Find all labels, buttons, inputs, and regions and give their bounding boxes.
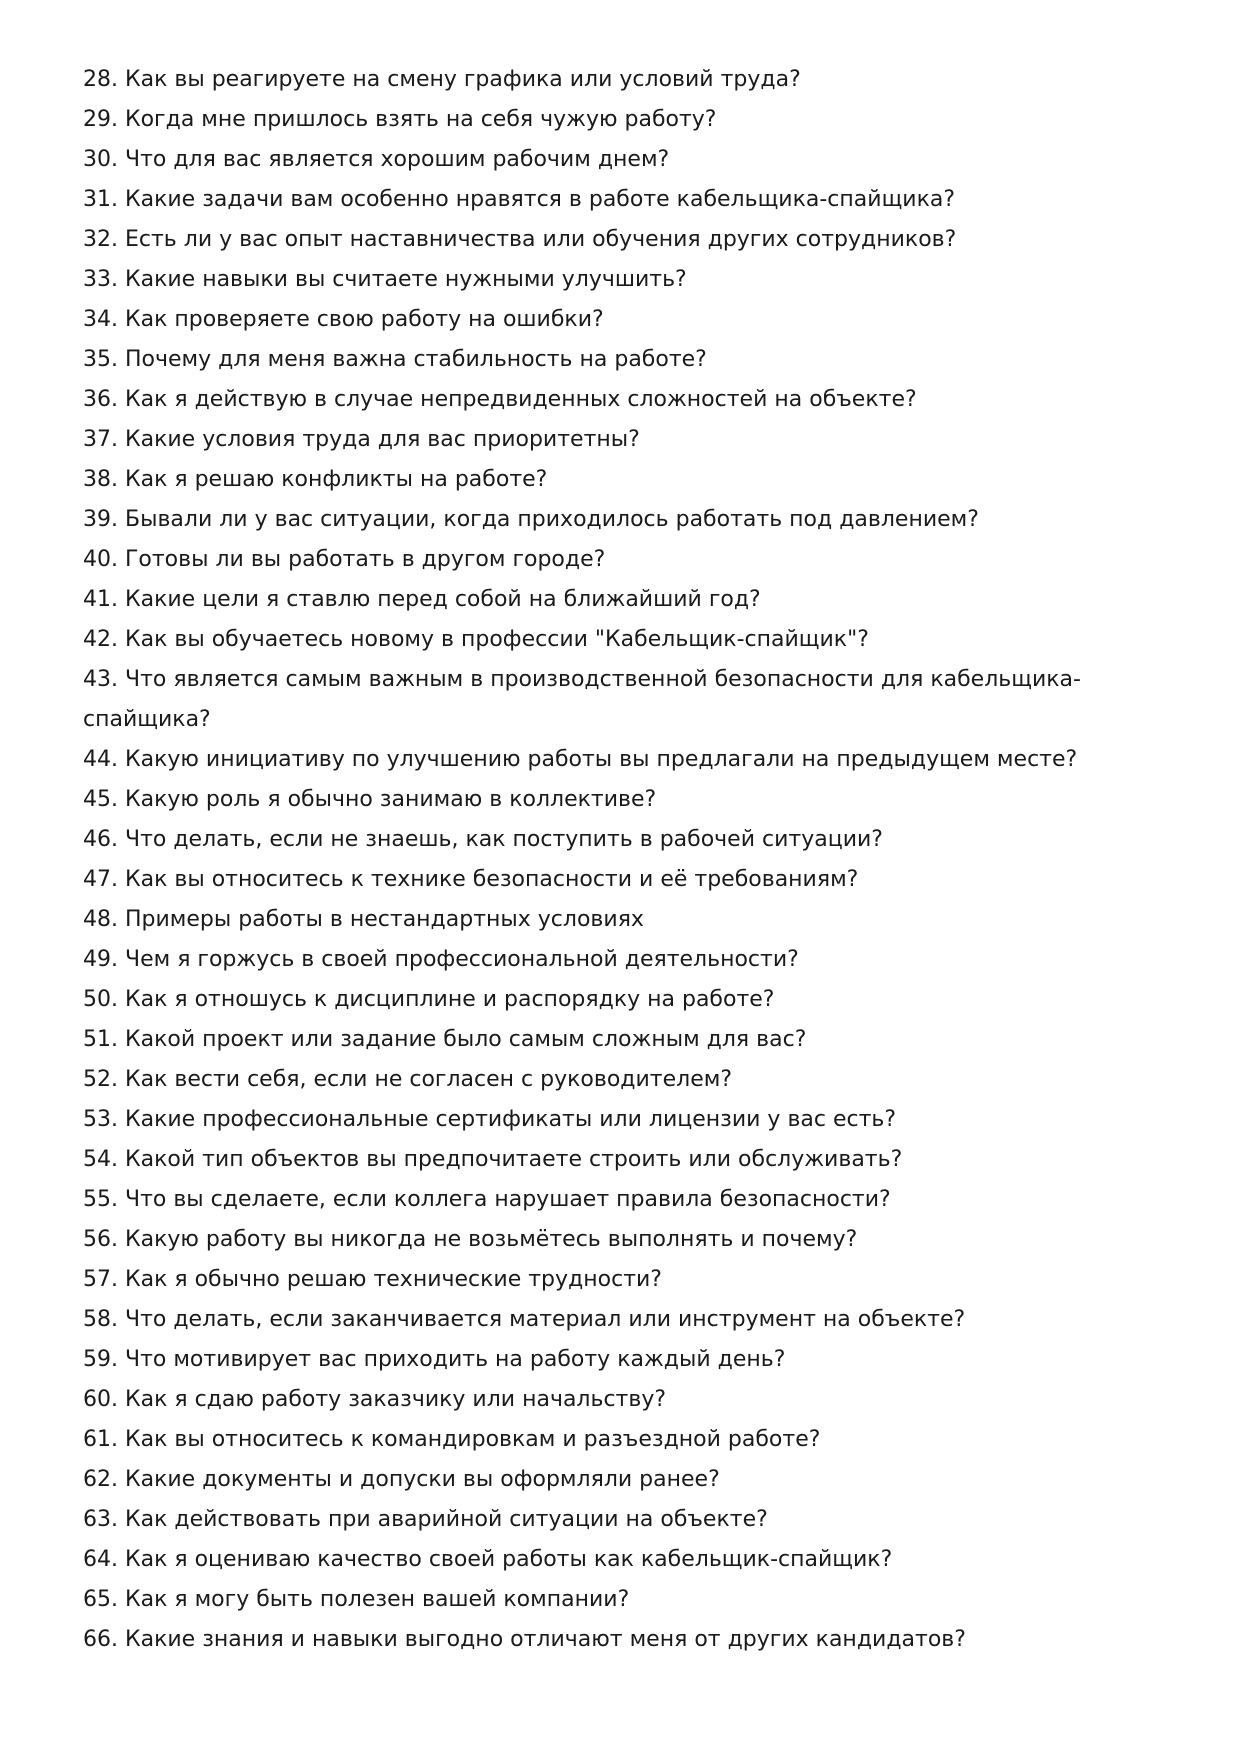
question-item: 53. Какие профессиональные сертификаты или лицензии у вас есть? — [83, 1107, 897, 1132]
question-item: 66. Какие знания и навыки выгодно отличают меня от других кандидатов? — [83, 1627, 966, 1652]
question-list — [83, 60, 1083, 1660]
question-item: 30. Что для вас является хорошим рабочим днем? — [83, 147, 670, 172]
question-item: 33. Какие навыки вы считаете нужными улучшить? — [83, 267, 687, 292]
question-item: 37. Какие условия труда для вас приоритетны? — [83, 427, 640, 452]
question-item: 31. Какие задачи вам особенно нравятся в работе кабельщика-спайщика? — [83, 187, 956, 212]
question-item: 59. Что мотивирует вас приходить на работу каждый день? — [83, 1347, 786, 1372]
question-item: 58. Что делать, если заканчивается материал или инструмент на объекте? — [83, 1307, 966, 1332]
question-item: 42. Как вы обучаетесь новому в профессии "Кабельщик-спайщик"? — [83, 627, 869, 652]
question-item: 52. Как вести себя, если не согласен с руководителем? — [83, 1067, 733, 1092]
question-item: 55. Что вы сделаете, если коллега нарушает правила безопасности? — [83, 1187, 891, 1212]
question-item: 46. Что делать, если не знаешь, как поступить в рабочей ситуации? — [83, 827, 883, 852]
question-item: 32. Есть ли у вас опыт наставничества или обучения других сотрудников? — [83, 227, 957, 252]
question-item: 44. Какую инициативу по улучшению работы вы предлагали на предыдущем месте? — [83, 747, 1078, 772]
question-item: 57. Как я обычно решаю технические трудности? — [83, 1267, 662, 1292]
question-item: 39. Бывали ли у вас ситуации, когда приходилось работать под давлением? — [83, 507, 979, 532]
question-item: 38. Как я решаю конфликты на работе? — [83, 467, 548, 492]
question-item: 41. Какие цели я ставлю перед собой на ближайший год? — [83, 587, 761, 612]
question-item: 28. Как вы реагируете на смену графика или условий труда? — [83, 67, 801, 92]
question-item: 51. Какой проект или задание было самым сложным для вас? — [83, 1027, 807, 1052]
question-item: 40. Готовы ли вы работать в другом городе? — [83, 547, 606, 572]
question-item: 63. Как действовать при аварийной ситуации на объекте? — [83, 1507, 768, 1532]
question-item: 48. Примеры работы в нестандартных условиях — [83, 907, 644, 932]
question-item: 50. Как я отношусь к дисциплине и распорядку на работе? — [83, 987, 775, 1012]
question-item: 45. Какую роль я обычно занимаю в коллективе? — [83, 787, 657, 812]
question-item: 64. Как я оцениваю качество своей работы как кабельщик-спайщик? — [83, 1547, 893, 1572]
question-item: 43. Что является самым важным в производственной безопасности для кабельщика-спайщика? — [83, 667, 1081, 732]
question-item: 49. Чем я горжусь в своей профессиональной деятельности? — [83, 947, 799, 972]
question-item: 35. Почему для меня важна стабильность на работе? — [83, 347, 707, 372]
question-item: 56. Какую работу вы никогда не возьмётесь выполнять и почему? — [83, 1227, 858, 1252]
question-item: 29. Когда мне пришлось взять на себя чужую работу? — [83, 107, 717, 132]
question-item: 61. Как вы относитесь к командировкам и разъездной работе? — [83, 1427, 821, 1452]
question-item: 65. Как я могу быть полезен вашей компании? — [83, 1587, 630, 1612]
question-item: 60. Как я сдаю работу заказчику или начальству? — [83, 1387, 667, 1412]
question-item: 47. Как вы относитесь к технике безопасности и её требованиям? — [83, 867, 859, 892]
question-item: 62. Какие документы и допуски вы оформляли ранее? — [83, 1467, 720, 1492]
question-item: 54. Какой тип объектов вы предпочитаете строить или обслуживать? — [83, 1147, 903, 1172]
question-item: 34. Как проверяете свою работу на ошибки? — [83, 307, 604, 332]
question-item: 36. Как я действую в случае непредвиденных сложностей на объекте? — [83, 387, 917, 412]
